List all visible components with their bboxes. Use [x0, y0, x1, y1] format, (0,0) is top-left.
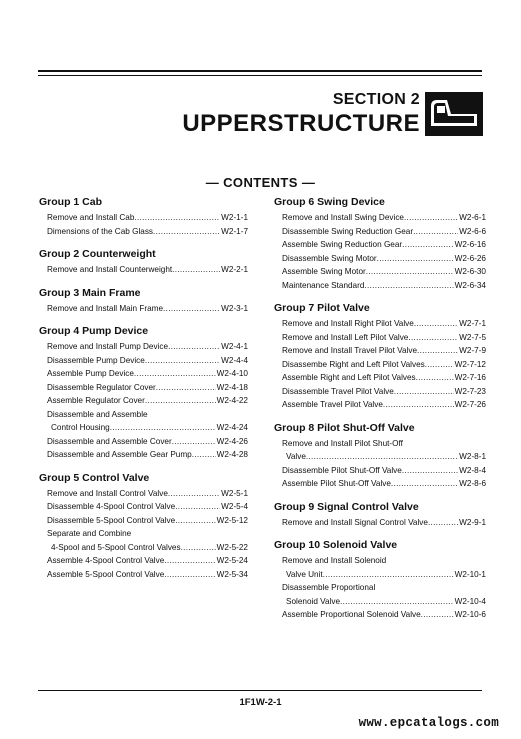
toc-group-title: Group 8 Pilot Shut-Off Valve	[274, 421, 415, 434]
dot-leader	[192, 448, 216, 462]
toc-entry-page: W2-8-6	[459, 479, 486, 488]
toc-entry[interactable]	[274, 568, 486, 582]
dot-leader	[172, 435, 216, 449]
dot-leader	[413, 225, 458, 239]
dot-leader	[425, 358, 454, 372]
toc-entry-title: 4-Spool and 5-Spool Control Valves	[51, 542, 181, 552]
toc-group-title: Group 7 Pilot Valve	[274, 302, 370, 314]
header-rule-thin	[38, 75, 482, 76]
toc-group	[39, 325, 248, 462]
toc-entry-title: Disassemble Swing Reduction Gear	[282, 226, 414, 236]
toc-entry-page: W2-7-1	[459, 319, 486, 328]
toc-entry-page: W2-4-22	[216, 396, 248, 405]
toc-entry[interactable]	[274, 385, 486, 399]
toc-group-title: Group 3 Main Frame	[39, 286, 141, 299]
toc-group-title: Group 9 Signal Control Valve	[274, 500, 419, 513]
toc-entry-page: W2-5-12	[216, 515, 248, 525]
toc-entry[interactable]	[274, 554, 486, 568]
toc-entry-page: W2-4-4	[221, 355, 248, 365]
toc-entry-page: W2-4-28	[216, 450, 248, 459]
toc-entry-page: W2-6-30	[454, 267, 486, 276]
toc-group	[274, 501, 486, 530]
toc-entry-title: Disassemble Pilot Shut-Off Valve	[282, 465, 402, 475]
toc-entry[interactable]	[274, 477, 486, 491]
toc-entry-title: Remove and Install Pilot Shut-Off	[282, 438, 403, 448]
dot-leader	[164, 568, 215, 582]
toc-entry-title: Separate and Combine	[47, 529, 132, 538]
toc-entry-title: Assemble 4-Spool Control Valve	[47, 556, 165, 565]
dot-leader	[306, 450, 458, 464]
toc-entry-page: W2-6-16	[454, 240, 486, 249]
contents-column-right	[274, 196, 486, 632]
toc-entry-title: Maintenance Standard	[282, 280, 365, 290]
toc-group	[274, 422, 486, 491]
toc-entry-title: Dimensions of the Cab Glass	[47, 226, 154, 236]
dot-leader	[408, 331, 458, 345]
toc-group	[39, 287, 248, 316]
toc-entry-title: Remove and Install Solenoid	[282, 556, 387, 565]
toc-entry[interactable]	[39, 225, 248, 239]
dot-leader	[168, 340, 220, 354]
toc-entry-page: W2-7-16	[454, 373, 486, 382]
toc-entry-title: Assemble Pilot Shut-Off Valve	[282, 479, 391, 488]
section-title: UPPERSTRUCTURE	[182, 110, 420, 137]
toc-entry-title: Assemble Right and Left Pilot Valves	[282, 373, 416, 382]
dot-leader	[366, 265, 454, 279]
toc-entry[interactable]	[274, 265, 486, 279]
toc-entry[interactable]	[274, 225, 486, 239]
dot-leader	[172, 263, 220, 277]
watermark: www.epcatalogs.com	[358, 716, 499, 730]
dot-leader	[417, 344, 458, 358]
toc-group	[39, 248, 248, 277]
dot-leader	[377, 252, 454, 266]
dot-leader	[340, 595, 454, 609]
toc-entry-title: Assemble Swing Motor	[282, 267, 366, 276]
toc-entry[interactable]	[274, 608, 486, 622]
dot-leader	[134, 211, 220, 225]
dot-leader	[383, 398, 454, 412]
dot-leader	[181, 541, 216, 555]
contents-title: — CONTENTS —	[205, 175, 316, 190]
toc-entry-page: W2-2-1	[221, 265, 248, 274]
toc-entry-title: Valve Unit	[286, 569, 323, 579]
toc-entry-page: W2-4-18	[216, 382, 248, 392]
toc-entry-title: Remove and Install Swing Device	[282, 213, 404, 222]
toc-entry-page: W2-5-1	[221, 488, 248, 498]
toc-entry[interactable]	[274, 331, 486, 345]
toc-entry-title: Remove and Install Signal Control Valve	[282, 517, 428, 527]
toc-group-title: Group 4 Pump Device	[39, 325, 149, 337]
toc-entry[interactable]	[39, 421, 248, 435]
toc-group	[274, 302, 486, 412]
toc-entry-title: Disassemble Pump Device	[47, 355, 145, 365]
dot-leader	[164, 554, 215, 568]
toc-entry-page: W2-6-26	[454, 253, 486, 263]
toc-entry[interactable]	[39, 302, 248, 316]
toc-entry[interactable]	[274, 317, 486, 331]
toc-entry-page: W2-5-22	[216, 542, 248, 552]
toc-entry[interactable]	[274, 450, 486, 464]
toc-group	[274, 196, 486, 292]
toc-entry-title: Disassemble and Assemble Cover	[47, 436, 172, 446]
dot-leader	[323, 568, 454, 582]
dot-leader	[402, 238, 453, 252]
page-number: 1F1W-2-1	[239, 697, 282, 708]
toc-entry-title: Assemble Swing Reduction Gear	[282, 240, 403, 249]
dot-leader	[394, 385, 454, 399]
toc-entry-title: Remove and Install Cab	[47, 213, 135, 222]
toc-entry-title: Remove and Install Counterweight	[47, 265, 173, 274]
toc-group-title: Group 1 Cab	[39, 196, 103, 208]
dot-leader	[416, 371, 454, 385]
toc-entry-title: Disassemble Proportional	[282, 583, 376, 592]
footer-rule	[38, 690, 482, 691]
toc-entry[interactable]	[39, 354, 248, 368]
toc-entry-page: W2-9-1	[459, 517, 486, 527]
toc-entry-page: W2-7-5	[459, 332, 486, 342]
toc-entry-page: W2-5-34	[216, 569, 248, 579]
toc-entry[interactable]	[39, 381, 248, 395]
toc-entry-title: Disassemble 4-Spool Control Valve	[47, 502, 176, 511]
toc-entry[interactable]	[274, 464, 486, 478]
toc-entry[interactable]	[274, 595, 486, 609]
toc-group	[39, 472, 248, 582]
toc-entry[interactable]	[39, 263, 248, 277]
toc-entry[interactable]	[39, 408, 248, 422]
toc-entry-page: W2-5-24	[216, 556, 248, 565]
dot-leader	[163, 302, 220, 316]
toc-entry-title: Disassemble and Assemble Gear Pump	[47, 450, 192, 459]
toc-entry[interactable]	[274, 344, 486, 358]
dot-leader	[414, 317, 458, 331]
toc-group-title: Group 6 Swing Device	[274, 196, 385, 208]
dot-leader	[145, 394, 216, 408]
toc-entry-title: Remove and Install Pump Device	[47, 342, 169, 351]
toc-entry-page: W2-6-34	[454, 280, 486, 290]
toc-group	[39, 196, 248, 238]
section-label: SECTION 2	[332, 91, 420, 108]
dot-leader	[156, 381, 216, 395]
toc-entry-page: W2-10-4	[454, 596, 486, 606]
toc-entry[interactable]	[274, 279, 486, 293]
toc-entry-title: Assemble Regulator Cover	[47, 396, 145, 405]
toc-entry-title: Remove and Install Control Valve	[47, 488, 168, 498]
toc-entry-title: Remove and Install Left Pilot Valve	[282, 332, 409, 342]
toc-entry-title: Disassemble Swing Motor	[282, 253, 377, 263]
toc-entry[interactable]	[274, 581, 486, 595]
toc-entry-page: W2-7-26	[454, 400, 486, 409]
toc-entry-title: Disassemble Regulator Cover	[47, 382, 156, 392]
toc-entry[interactable]	[274, 437, 486, 451]
toc-entry-page: W2-7-23	[454, 386, 486, 396]
toc-entry-page: W2-3-1	[221, 303, 248, 313]
toc-entry[interactable]	[39, 487, 248, 501]
toc-entry-title: Disassemble 5-Spool Control Valve	[47, 515, 176, 525]
toc-entry-title: Solenoid Valve	[286, 596, 341, 606]
dot-leader	[428, 516, 458, 530]
contents-column-left	[39, 196, 248, 591]
toc-entry-page: W2-5-4	[221, 502, 248, 511]
toc-entry-title: Assemble Pump Device	[47, 369, 134, 378]
toc-entry[interactable]	[39, 340, 248, 354]
toc-group-title: Group 5 Control Valve	[39, 471, 150, 484]
toc-entry[interactable]	[39, 448, 248, 462]
toc-entry-page: W2-7-12	[454, 359, 486, 369]
toc-group-title: Group 2 Counterweight	[39, 248, 156, 260]
toc-entry-title: Disassembe Right and Left Pilot Valves	[282, 359, 425, 369]
toc-entry[interactable]	[39, 554, 248, 568]
toc-entry[interactable]	[39, 435, 248, 449]
dot-leader	[168, 487, 220, 501]
toc-entry[interactable]	[39, 514, 248, 528]
toc-group-title: Group 10 Solenoid Valve	[274, 539, 398, 551]
header-rule	[38, 70, 482, 72]
toc-entry-title: Disassemble Travel Pilot Valve	[282, 386, 394, 396]
toc-entry[interactable]	[274, 252, 486, 266]
toc-entry-page: W2-10-6	[454, 610, 486, 619]
toc-entry-title: Valve	[286, 452, 306, 461]
toc-entry-page: W2-6-1	[459, 213, 486, 222]
toc-entry-page: W2-7-9	[459, 346, 486, 355]
toc-entry-page: W2-4-26	[216, 436, 248, 446]
toc-entry[interactable]	[39, 367, 248, 381]
toc-entry-title: Assemble 5-Spool Control Valve	[47, 569, 165, 579]
toc-entry[interactable]	[274, 516, 486, 530]
toc-entry-page: W2-4-10	[216, 369, 248, 378]
dot-leader	[391, 477, 458, 491]
dot-leader	[364, 279, 453, 293]
toc-entry[interactable]	[39, 541, 248, 555]
toc-entry-title: Assemble Travel Pilot Valve	[282, 400, 383, 409]
toc-entry-page: W2-1-7	[221, 226, 248, 236]
dot-leader	[145, 354, 220, 368]
dot-leader	[404, 211, 458, 225]
toc-entry-page: W2-1-1	[221, 213, 248, 222]
toc-entry[interactable]	[274, 211, 486, 225]
toc-entry-title: Remove and Install Right Pilot Valve	[282, 319, 414, 328]
toc-entry-page: W2-4-1	[221, 342, 248, 351]
dot-leader	[175, 514, 215, 528]
toc-entry[interactable]	[274, 238, 486, 252]
dot-leader	[421, 608, 454, 622]
toc-entry-page: W2-6-6	[459, 226, 486, 236]
toc-entry[interactable]	[274, 358, 486, 372]
dot-leader	[153, 225, 220, 239]
toc-entry[interactable]	[274, 371, 486, 385]
dot-leader	[134, 367, 216, 381]
toc-entry[interactable]	[39, 211, 248, 225]
dot-leader	[175, 500, 220, 514]
toc-entry[interactable]	[39, 394, 248, 408]
toc-entry[interactable]	[39, 500, 248, 514]
toc-entry-page: W2-10-1	[454, 569, 486, 579]
toc-entry-page: W2-8-1	[459, 452, 486, 461]
toc-entry-title: Assemble Proportional Solenoid Valve	[282, 610, 421, 619]
dot-leader	[402, 464, 458, 478]
toc-entry-page: W2-4-24	[216, 423, 248, 432]
toc-entry[interactable]	[39, 568, 248, 582]
dot-leader	[110, 421, 216, 435]
toc-entry-title: Control Housing	[51, 423, 110, 432]
excavator-upperstructure-icon	[425, 92, 483, 136]
toc-entry-title: Remove and Install Main Frame	[47, 303, 164, 313]
toc-entry[interactable]	[274, 398, 486, 412]
toc-entry-title: Disassemble and Assemble	[47, 409, 148, 419]
toc-entry-page: W2-8-4	[459, 465, 486, 475]
toc-entry-title: Remove and Install Travel Pilot Valve	[282, 346, 418, 355]
toc-group	[274, 539, 486, 622]
toc-entry[interactable]	[39, 527, 248, 541]
